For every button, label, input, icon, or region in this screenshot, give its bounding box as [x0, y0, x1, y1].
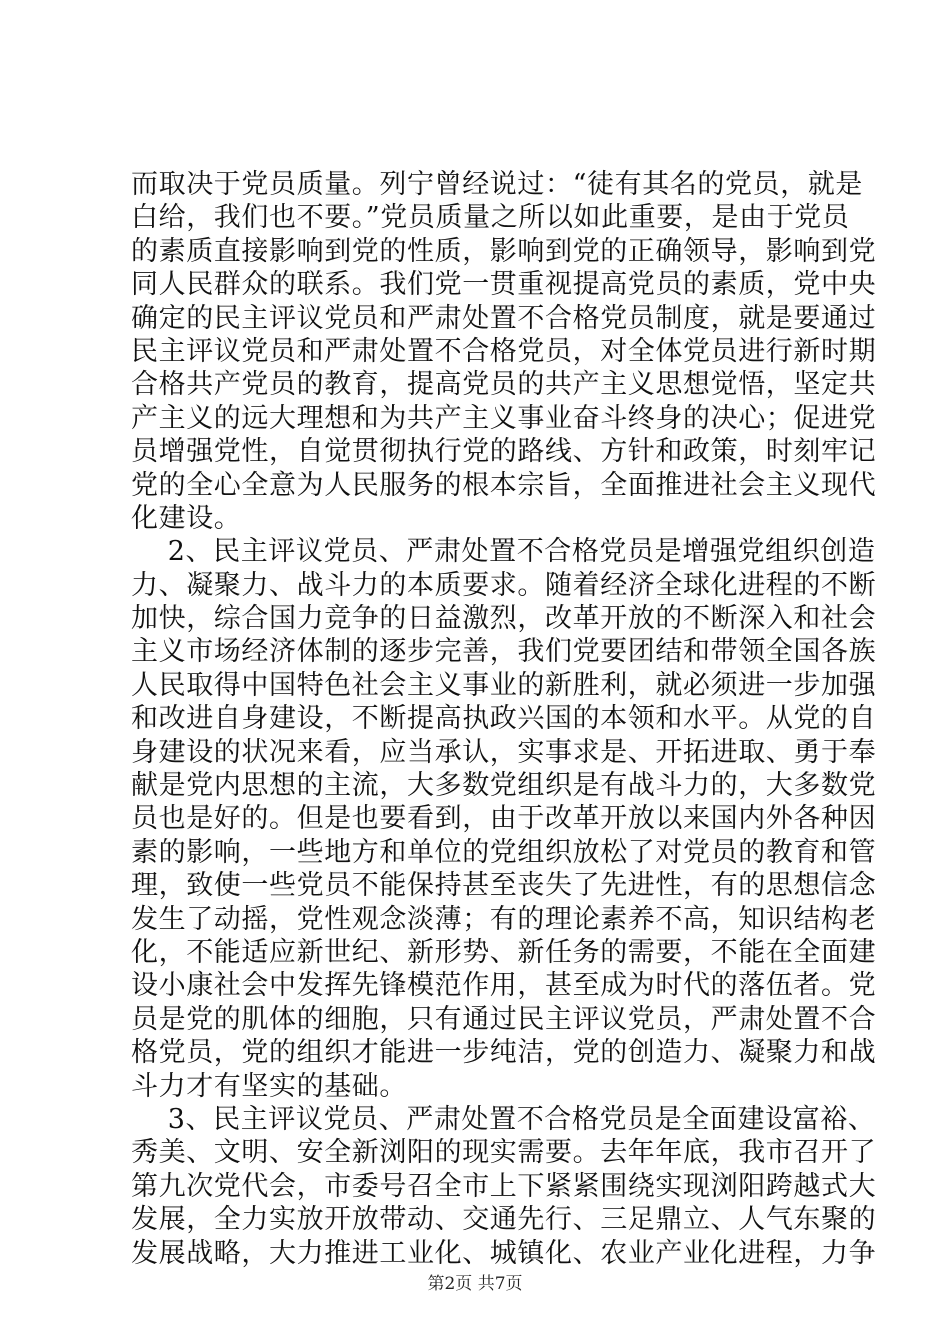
text-line: 加快，综合国力竞争的日益激烈，改革开放的不断深入和社会: [131, 603, 877, 635]
text-line: 3、民主评议党员、严肃处置不合格党员是全面建设富裕、: [131, 1103, 876, 1135]
text-line: 化建设。: [131, 502, 242, 534]
text-line: 力、凝聚力、战斗力的本质要求。随着经济全球化进程的不断: [131, 569, 877, 601]
text-line: 员是党的肌体的细胞，只有通过民主评议党员，严肃处置不合: [131, 1003, 877, 1035]
text-line: 发生了动摇，党性观念淡薄；有的理论素养不高，知识结构老: [131, 903, 877, 935]
text-line: 发展，全力实放开放带动、交通先行、三足鼎立、人气东聚的: [131, 1204, 877, 1236]
text-line: 发展战略，大力推进工业化、城镇化、农业产业化进程，力争: [131, 1237, 877, 1269]
text-line: 而取决于党员质量。列宁曾经说过：“徒有其名的党员，就是: [131, 169, 864, 200]
text-line: 民主评议党员和严肃处置不合格党员，对全体党员进行新时期: [131, 335, 877, 367]
text-line: 人民取得中国特色社会主义事业的新胜利，就必须进一步加强: [131, 669, 877, 701]
text-line: 产主义的远大理想和为共产主义事业奋斗终身的决心；促进党: [131, 402, 877, 434]
text-line: 的素质直接影响到党的性质，影响到党的正确领导，影响到党: [131, 235, 877, 267]
text-line: 主义市场经济体制的逐步完善，我们党要团结和带领全国各族: [131, 636, 877, 668]
text-line: 和改进自身建设，不断提高执政兴国的本领和水平。从党的自: [131, 703, 877, 735]
text-line: 斗力才有坚实的基础。: [131, 1070, 407, 1102]
text-line: 合格共产党员的教育，提高党员的共产主义思想觉悟，坚定共: [131, 369, 877, 401]
body-text: [131, 168, 877, 1270]
text-line: 2、民主评议党员、严肃处置不合格党员是增强党组织创造: [131, 536, 876, 568]
text-line: 员增强党性，自觉贯彻执行党的路线、方针和政策，时刻牢记: [131, 436, 877, 468]
text-line: 员也是好的。但是也要看到，由于改革开放以来国内外各种因: [131, 803, 877, 835]
text-line: 第九次党代会，市委号召全市上下紧紧围绕实现浏阳跨越式大: [131, 1170, 877, 1202]
text-line: 化，不能适应新世纪、新形势、新任务的需要，不能在全面建: [131, 936, 877, 968]
text-line: 格党员，党的组织才能进一步纯洁，党的创造力、凝聚力和战: [131, 1037, 877, 1069]
text-line: 白给，我们也不要。”党员质量之所以如此重要，是由于党员: [131, 202, 850, 234]
text-line: 设小康社会中发挥先锋模范作用，甚至成为时代的落伍者。党: [131, 970, 877, 1002]
text-line: 党的全心全意为人民服务的根本宗旨，全面推进社会主义现代: [131, 469, 877, 501]
text-line: 素的影响，一些地方和单位的党组织放松了对党员的教育和管: [131, 836, 877, 868]
text-line: 确定的民主评议党员和严肃处置不合格党员制度，就是要通过: [131, 302, 877, 334]
text-line: 秀美、文明、安全新浏阳的现实需要。去年年底，我市召开了: [131, 1137, 877, 1169]
page-footer: 第2页 共7页: [427, 1274, 523, 1294]
text-line: 同人民群众的联系。我们党一贯重视提高党员的素质，党中央: [131, 269, 877, 301]
text-line: 身建设的状况来看，应当承认，实事求是、开拓进取、勇于奉: [131, 736, 877, 768]
text-line: 献是党内思想的主流，大多数党组织是有战斗力的，大多数党: [131, 770, 877, 802]
text-line: 理，致使一些党员不能保持甚至丧失了先进性，有的思想信念: [131, 870, 877, 902]
